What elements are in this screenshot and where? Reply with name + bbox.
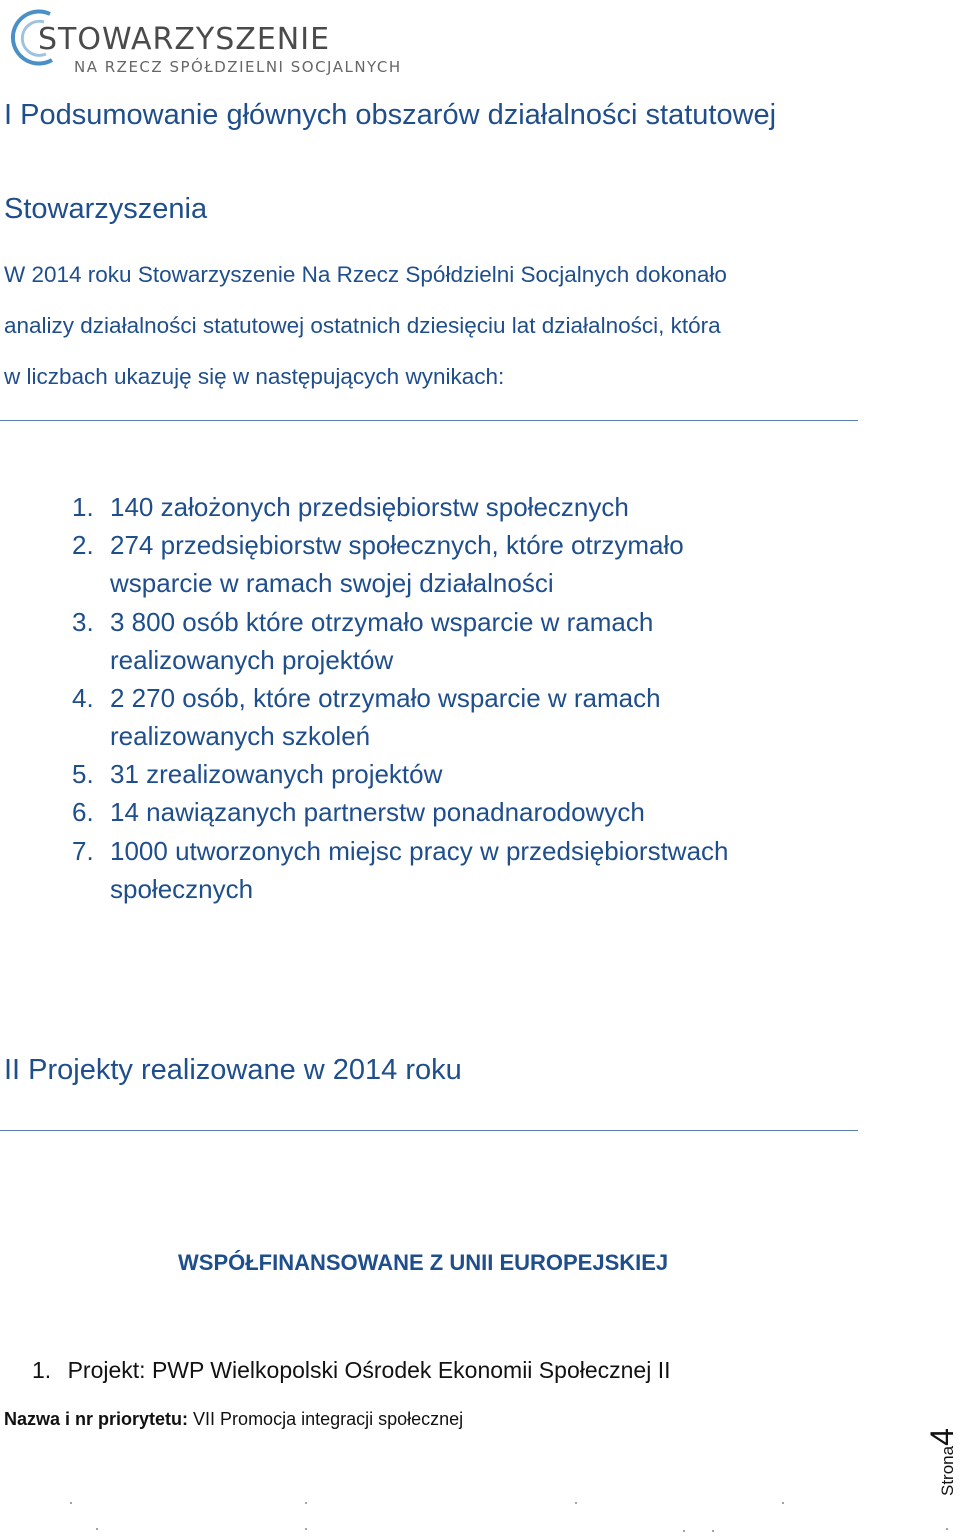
intro-line-2: analizy działalności statutowej ostatnich dziesięciu lat działalności, która	[4, 313, 721, 338]
list-item	[72, 526, 832, 602]
project-number: 1.	[32, 1357, 52, 1383]
list-item-number: 6.	[72, 797, 94, 827]
intro-line-1: W 2014 roku Stowarzyszenie Na Rzecz Spółdzielni Socjalnych dokonało	[4, 262, 727, 287]
scan-dot	[712, 1530, 714, 1532]
list-item	[72, 832, 832, 908]
logo-title: STOWARZYSZENIE	[38, 22, 331, 57]
project-text: Projekt: PWP Wielkopolski Ośrodek Ekonomii Społecznej II	[67, 1357, 671, 1383]
page-label-number: 4	[924, 1428, 960, 1446]
intro-line-3: w liczbach ukazuję się w następujących wynikach:	[4, 364, 505, 389]
list-item-text: 31 zrealizowanych projektów	[110, 759, 443, 789]
list-item-number: 5.	[72, 759, 94, 789]
section1-heading-line1: I Podsumowanie głównych obszarów działalności statutowej	[4, 99, 777, 131]
list-item	[72, 603, 832, 679]
list-item	[72, 679, 832, 755]
priority-value: VII Promocja integracji społecznej	[193, 1409, 464, 1429]
list-item-text: 3 800 osób które otrzymało wsparcie w ramach	[110, 607, 654, 637]
scan-dot	[575, 1502, 577, 1504]
eu-cofinanced-label: WSPÓŁFINANSOWANE Z UNII EUROPEJSKIEJ	[178, 1250, 669, 1275]
scan-dot	[782, 1502, 784, 1504]
scan-dot	[96, 1528, 98, 1530]
list-item	[72, 488, 832, 526]
list-item	[72, 793, 832, 831]
divider-line	[0, 420, 858, 421]
list-item-number: 1.	[72, 492, 94, 522]
scan-dot	[305, 1502, 307, 1504]
list-item-text-cont: wsparcie w ramach swojej działalności	[110, 568, 554, 598]
list-item	[72, 755, 832, 793]
list-item-number: 7.	[72, 836, 94, 866]
priority-label: Nazwa i nr priorytetu:	[4, 1409, 189, 1429]
scan-dot	[305, 1528, 307, 1530]
list-item-text-cont: społecznych	[110, 874, 254, 904]
scan-dot	[683, 1530, 685, 1532]
divider-line	[0, 1130, 858, 1131]
list-item-number: 3.	[72, 607, 94, 637]
list-item-text: 140 założonych przedsiębiorstw społecznych	[110, 492, 629, 522]
scan-dot	[70, 1502, 72, 1504]
page-label-word: Strona	[938, 1445, 957, 1496]
list-item-text: 1000 utworzonych miejsc pracy w przedsiębiorstwach	[110, 836, 729, 866]
list-item-number: 2.	[72, 530, 94, 560]
project-title	[32, 1357, 671, 1384]
list-item-text-cont: realizowanych projektów	[110, 645, 394, 675]
list-item-text: 274 przedsiębiorstw społecznych, które otrzymało	[110, 530, 684, 560]
section1-heading-line2: Stowarzyszenia	[4, 193, 208, 225]
list-item-text: 14 nawiązanych partnerstw ponadnarodowych	[110, 797, 645, 827]
page-number	[924, 1400, 960, 1496]
logo-subtitle: NA RZECZ SPÓŁDZIELNI SOCJALNYCH	[74, 58, 402, 76]
priority-line	[4, 1409, 463, 1430]
list-item-text: 2 270 osób, które otrzymało wsparcie w ramach	[110, 683, 661, 713]
section2-heading: II Projekty realizowane w 2014 roku	[4, 1054, 462, 1086]
list-item-text-cont: realizowanych szkoleń	[110, 721, 371, 751]
organization-logo	[6, 4, 406, 76]
scan-dot	[946, 1528, 948, 1530]
list-item-number: 4.	[72, 683, 94, 713]
